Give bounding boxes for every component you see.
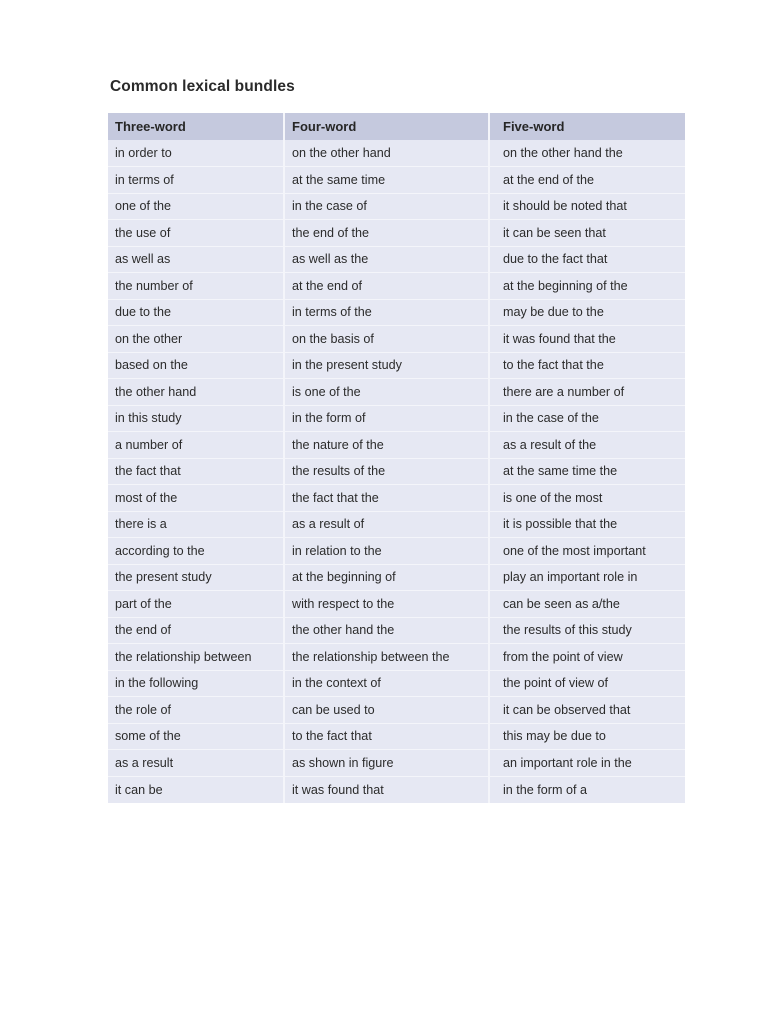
cell-three-word: the fact that xyxy=(108,458,284,485)
cell-four-word: can be used to xyxy=(284,697,489,724)
table-row xyxy=(108,591,685,618)
table-row xyxy=(108,617,685,644)
cell-three-word: in the following xyxy=(108,670,284,697)
table-row xyxy=(108,458,685,485)
cell-five-word: it can be observed that xyxy=(489,697,685,724)
cell-four-word: in relation to the xyxy=(284,538,489,565)
table-row xyxy=(108,485,685,512)
cell-five-word: there are a number of xyxy=(489,379,685,406)
cell-four-word: at the end of xyxy=(284,273,489,300)
cell-five-word: to the fact that the xyxy=(489,352,685,379)
cell-five-word: at the same time the xyxy=(489,458,685,485)
cell-four-word: is one of the xyxy=(284,379,489,406)
table-row xyxy=(108,140,685,167)
table-row xyxy=(108,776,685,803)
cell-five-word: the results of this study xyxy=(489,617,685,644)
cell-five-word: it is possible that the xyxy=(489,511,685,538)
table-row xyxy=(108,405,685,432)
cell-four-word: in terms of the xyxy=(284,299,489,326)
cell-four-word: as a result of xyxy=(284,511,489,538)
cell-three-word: the role of xyxy=(108,697,284,724)
cell-five-word: as a result of the xyxy=(489,432,685,459)
cell-three-word: according to the xyxy=(108,538,284,565)
cell-five-word: may be due to the xyxy=(489,299,685,326)
cell-five-word: it can be seen that xyxy=(489,220,685,247)
cell-three-word: some of the xyxy=(108,723,284,750)
cell-five-word: due to the fact that xyxy=(489,246,685,273)
cell-five-word: from the point of view xyxy=(489,644,685,671)
cell-four-word: on the basis of xyxy=(284,326,489,353)
cell-four-word: the nature of the xyxy=(284,432,489,459)
cell-three-word: in terms of xyxy=(108,167,284,194)
cell-five-word: in the case of the xyxy=(489,405,685,432)
cell-five-word: an important role in the xyxy=(489,750,685,777)
cell-three-word: due to the xyxy=(108,299,284,326)
cell-five-word: on the other hand the xyxy=(489,140,685,167)
table-row xyxy=(108,193,685,220)
table-body xyxy=(108,140,685,803)
document-title: Common lexical bundles xyxy=(110,78,295,95)
cell-four-word: to the fact that xyxy=(284,723,489,750)
cell-five-word: this may be due to xyxy=(489,723,685,750)
table-row xyxy=(108,246,685,273)
cell-three-word: the other hand xyxy=(108,379,284,406)
column-header-four-word: Four-word xyxy=(284,113,489,140)
cell-five-word: it was found that the xyxy=(489,326,685,353)
cell-four-word: the end of the xyxy=(284,220,489,247)
table-row xyxy=(108,538,685,565)
cell-three-word: a number of xyxy=(108,432,284,459)
table-row xyxy=(108,750,685,777)
cell-three-word: the relationship between xyxy=(108,644,284,671)
table-row xyxy=(108,670,685,697)
cell-three-word: as well as xyxy=(108,246,284,273)
cell-five-word: the point of view of xyxy=(489,670,685,697)
cell-four-word: in the form of xyxy=(284,405,489,432)
cell-four-word: in the context of xyxy=(284,670,489,697)
cell-five-word: can be seen as a/the xyxy=(489,591,685,618)
cell-five-word: at the beginning of the xyxy=(489,273,685,300)
table-row xyxy=(108,167,685,194)
cell-three-word: there is a xyxy=(108,511,284,538)
cell-four-word: with respect to the xyxy=(284,591,489,618)
cell-four-word: the results of the xyxy=(284,458,489,485)
cell-four-word: in the present study xyxy=(284,352,489,379)
cell-four-word: as shown in figure xyxy=(284,750,489,777)
table-row xyxy=(108,697,685,724)
table-row xyxy=(108,644,685,671)
table-row xyxy=(108,511,685,538)
cell-three-word: on the other xyxy=(108,326,284,353)
cell-three-word: one of the xyxy=(108,193,284,220)
cell-three-word: the end of xyxy=(108,617,284,644)
table-row xyxy=(108,220,685,247)
table-row xyxy=(108,723,685,750)
table-row xyxy=(108,564,685,591)
cell-four-word: it was found that xyxy=(284,776,489,803)
column-header-five-word: Five-word xyxy=(489,113,685,140)
cell-three-word: based on the xyxy=(108,352,284,379)
cell-three-word: the use of xyxy=(108,220,284,247)
cell-five-word: play an important role in xyxy=(489,564,685,591)
cell-five-word: in the form of a xyxy=(503,782,587,797)
cell-four-word: the relationship between the xyxy=(284,644,489,671)
table-row xyxy=(108,326,685,353)
cell-three-word: as a result xyxy=(108,750,284,777)
table-row xyxy=(108,352,685,379)
cell-four-word: at the beginning of xyxy=(284,564,489,591)
cell-three-word: it can be xyxy=(108,776,284,803)
cell-four-word: the fact that the xyxy=(284,485,489,512)
cell-three-word: most of the xyxy=(108,485,284,512)
table-header-row xyxy=(108,113,685,140)
table-row xyxy=(108,299,685,326)
cell-four-word: in the case of xyxy=(284,193,489,220)
cell-three-word: the present study xyxy=(108,564,284,591)
table-row xyxy=(108,379,685,406)
cell-four-word: the other hand the xyxy=(284,617,489,644)
cell-four-word: at the same time xyxy=(284,167,489,194)
table-row xyxy=(108,432,685,459)
lexical-bundles-table xyxy=(108,113,685,803)
cell-five-word: one of the most important xyxy=(489,538,685,565)
cell-three-word: part of the xyxy=(108,591,284,618)
cell-five-word: at the end of the xyxy=(489,167,685,194)
cell-three-word: in this study xyxy=(108,405,284,432)
cell-five-word: is one of the most xyxy=(489,485,685,512)
cell-three-word: the number of xyxy=(108,273,284,300)
cell-five-word: it should be noted that xyxy=(489,193,685,220)
table-row xyxy=(108,273,685,300)
column-header-three-word: Three-word xyxy=(108,113,284,140)
cell-four-word: on the other hand xyxy=(284,140,489,167)
cell-four-word: as well as the xyxy=(284,246,489,273)
cell-three-word: in order to xyxy=(108,140,284,167)
